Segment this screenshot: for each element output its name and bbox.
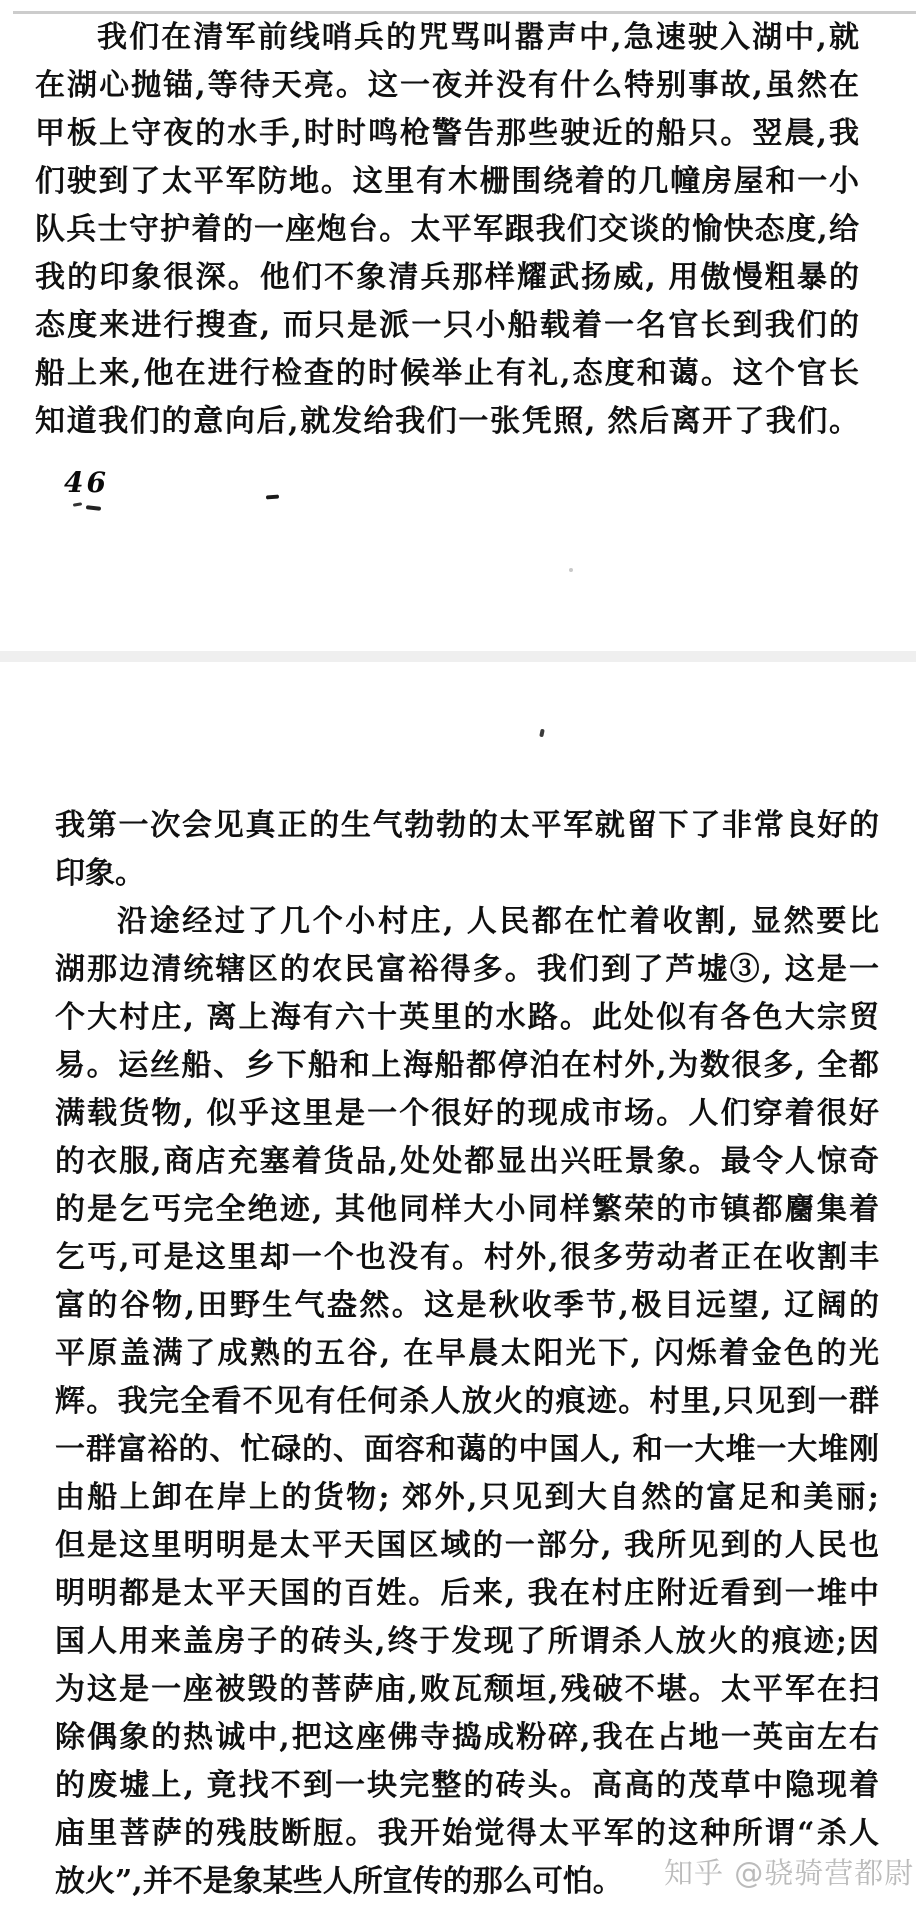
text-line: 们驶到了太平军防地。这里有木栅围绕着的几幢房屋和一小	[35, 164, 859, 199]
text-line: 易。运丝船、乡下船和上海船都停泊在村外,为数很多, 全都	[55, 1048, 879, 1083]
text-line: 沿途经过了几个小村庄, 人民都在忙着收割, 显然要比	[117, 904, 879, 939]
text-line: 我第一次会见真正的生气勃勃的太平军就留下了非常良好的	[55, 808, 879, 843]
text-line: 国人用来盖房子的砖头,终于发现了所谓杀人放火的痕迹;因	[55, 1624, 879, 1659]
text-line: 辉。我完全看不见有任何杀人放火的痕迹。村里,只见到一群	[55, 1384, 879, 1419]
text-line: 态度来进行搜查, 而只是派一只小船载着一名官长到我们的	[35, 308, 859, 343]
text-line: 湖那边清统辖区的农民富裕得多。我们到了芦墟③, 这是一	[55, 952, 879, 987]
text-line: 的废墟上, 竟找不到一块完整的砖头。高高的茂草中隐现着	[55, 1768, 879, 1803]
text-line: 我们在清军前线哨兵的咒骂叫嚣声中,急速驶入湖中,就	[97, 20, 859, 55]
text-line: 除偶象的热诚中,把这座佛寺捣成粉碎,我在占地一英亩左右	[55, 1720, 879, 1755]
text-line: 但是这里明明是太平天国区域的一部分, 我所见到的人民也	[55, 1528, 879, 1563]
text-line: 一群富裕的、忙碌的、面容和蔼的中国人, 和一大堆一大堆刚	[55, 1432, 879, 1467]
text-line: 我的印象很深。他们不象清兵那样耀武扬威, 用傲慢粗暴的	[35, 260, 859, 295]
text-line: 的是乞丐完全绝迹, 其他同样大小同样繁荣的市镇都麕集着	[55, 1192, 879, 1227]
text-line: 队兵士守护着的一座炮台。太平军跟我们交谈的愉快态度,给	[35, 212, 859, 247]
zhihu-watermark: 知乎 @骁骑营都尉	[664, 1856, 915, 1890]
ink-speck-artifact	[539, 729, 545, 738]
page2-text-block	[55, 802, 879, 1906]
text-line: 明明都是太平天国的百姓。后来, 我在村庄附近看到一堆中	[55, 1576, 879, 1611]
text-line: 平原盖满了成熟的五谷, 在早晨太阳光下, 闪烁着金色的光	[55, 1336, 879, 1371]
text-line: 印象。	[55, 856, 145, 891]
text-line: 个大村庄, 离上海有六十英里的水路。此处似有各色大宗贸	[55, 1000, 879, 1035]
text-line: 庙里菩萨的残肢断脰。我开始觉得太平军的这种所谓“杀人	[55, 1816, 879, 1851]
text-line: 在湖心抛锚,等待天亮。这一夜并没有什么特别事故,虽然在	[35, 68, 859, 103]
text-line: 乞丐,可是这里却一个也没有。村外,很多劳动者正在收割丰	[55, 1240, 879, 1275]
text-line: 富的谷物,田野生气盎然。这是秋收季节,极目远望, 辽阔的	[55, 1288, 879, 1323]
text-line: 由船上卸在岸上的货物; 郊外,只见到大自然的富足和美丽;	[55, 1480, 879, 1515]
page1-text-block	[35, 14, 859, 446]
text-line: 的衣服,商店充塞着货品,处处都显出兴旺景象。最令人惊奇	[55, 1144, 879, 1179]
text-line: 满载货物, 似乎这里是一个很好的现成市场。人们穿着很好	[55, 1096, 879, 1131]
text-line: 为这是一座被毁的菩萨庙,败瓦颓垣,残破不堪。太平军在扫	[55, 1672, 879, 1707]
text-line: 知道我们的意向后,就发给我们一张凭照, 然后离开了我们。	[35, 404, 859, 439]
ink-dash-artifact	[266, 495, 279, 500]
text-line: 放火”,并不是象某些人所宣传的那么可怕。	[55, 1864, 623, 1899]
text-line: 甲板上守夜的水手,时时鸣枪警告那些驶近的船只。翌晨,我	[35, 116, 859, 151]
text-line: 船上来,他在进行检查的时候举止有礼,态度和蔼。这个官长	[35, 356, 859, 391]
page-separator-band	[0, 651, 916, 662]
ink-speck-artifact	[569, 568, 573, 572]
ink-squiggle-artifact	[86, 505, 101, 511]
ink-squiggle-artifact	[73, 502, 82, 507]
page-number: 46	[64, 466, 109, 499]
